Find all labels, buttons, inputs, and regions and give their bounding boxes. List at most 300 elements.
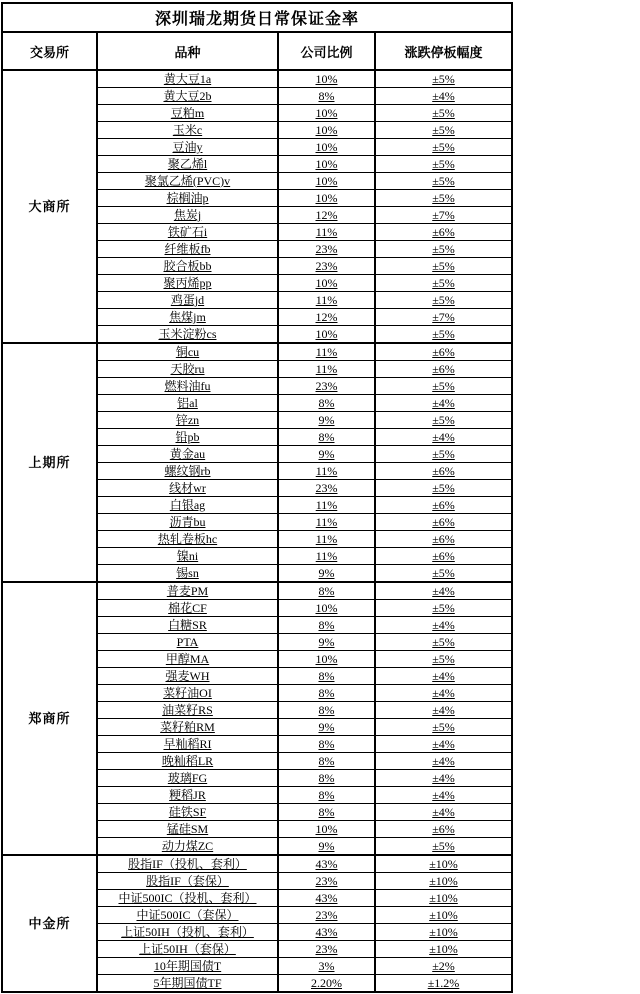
company-ratio-value: 23% [315,942,338,956]
company-ratio-cell [278,941,375,958]
product-cell [97,412,278,429]
company-ratio-value: 8% [318,669,335,683]
price-limit-value: ±1.2% [427,976,460,990]
exchange-label: 郑商所 [28,710,71,726]
exchange-label: 中金所 [28,915,71,931]
product-label: 聚氯乙烯(PVC)v [144,174,231,188]
title-row [2,3,512,32]
product-label: 胶合板bb [163,259,212,273]
price-limit-cell [375,668,512,685]
price-limit-cell [375,378,512,395]
company-ratio-value: 11% [315,498,338,512]
company-ratio-cell [278,753,375,770]
company-ratio-value: 10% [315,276,338,290]
product-label: 上证50IH（套保） [139,942,236,956]
company-ratio-cell [278,395,375,412]
price-limit-value: ±4% [432,430,455,444]
company-ratio-value: 11% [315,293,338,307]
exchange-cell [2,343,97,582]
price-limit-value: ±4% [432,737,455,751]
product-cell [97,122,278,139]
price-limit-cell [375,634,512,651]
price-limit-value: ±5% [432,601,455,615]
price-limit-value: ±4% [432,396,455,410]
price-limit-value: ±2% [432,959,455,973]
company-ratio-value: 43% [315,857,338,871]
company-ratio-value: 8% [318,686,335,700]
company-ratio-value: 43% [315,891,338,905]
company-ratio-value: 8% [318,430,335,444]
product-label: 豆油y [172,140,203,154]
price-limit-value: ±6% [432,225,455,239]
company-ratio-value: 12% [315,208,338,222]
company-ratio-cell [278,480,375,497]
company-ratio-cell [278,804,375,821]
product-cell [97,139,278,156]
company-ratio-value: 2.20% [311,976,342,990]
product-label: 动力煤ZC [161,839,214,853]
price-limit-cell [375,190,512,207]
company-ratio-cell [278,224,375,241]
company-ratio-cell [278,651,375,668]
company-ratio-value: 9% [318,720,335,734]
product-label: 热轧卷板hc [157,532,218,546]
product-label: 锡sn [176,566,199,580]
price-limit-value: ±5% [432,652,455,666]
price-limit-cell [375,326,512,344]
product-cell [97,941,278,958]
company-ratio-cell [278,378,375,395]
price-limit-value: ±5% [432,72,455,86]
price-limit-value: ±10% [429,891,458,905]
product-label: 棕榈油p [166,191,209,205]
price-limit-cell [375,446,512,463]
exchange-label: 上期所 [28,454,71,470]
price-limit-value: ±5% [432,327,455,341]
price-limit-cell [375,343,512,361]
company-ratio-cell [278,600,375,617]
product-label: PTA [176,635,199,649]
price-limit-cell [375,958,512,975]
company-ratio-cell [278,361,375,378]
product-cell [97,429,278,446]
product-cell [97,804,278,821]
product-label: 天胶ru [170,362,205,376]
price-limit-cell [375,941,512,958]
price-limit-value: ±10% [429,908,458,922]
company-ratio-cell [278,309,375,326]
product-cell [97,873,278,890]
product-cell [97,190,278,207]
company-ratio-cell [278,668,375,685]
price-limit-value: ±10% [429,857,458,871]
price-limit-cell [375,651,512,668]
product-label: 螺纹钢rb [164,464,211,478]
product-label: 线材wr [169,481,206,495]
company-ratio-cell [278,924,375,941]
price-limit-cell [375,924,512,941]
price-limit-value: ±5% [432,140,455,154]
price-limit-cell [375,224,512,241]
product-cell [97,668,278,685]
company-ratio-value: 8% [318,737,335,751]
price-limit-cell [375,787,512,804]
price-limit-value: ±4% [432,618,455,632]
price-limit-value: ±4% [432,686,455,700]
table-title: 深圳瑞龙期货日常保证金率 [2,3,512,32]
exchange-label: 大商所 [28,198,71,214]
price-limit-value: ±5% [432,839,455,853]
company-ratio-cell [278,88,375,105]
price-limit-cell [375,702,512,719]
company-ratio-cell [278,514,375,531]
product-cell [97,531,278,548]
price-limit-cell [375,838,512,856]
company-ratio-value: 8% [318,788,335,802]
company-ratio-value: 12% [315,310,338,324]
price-limit-cell [375,514,512,531]
company-ratio-value: 8% [318,805,335,819]
price-limit-value: ±6% [432,498,455,512]
product-label: 晚籼稻LR [161,754,214,768]
product-cell [97,343,278,361]
product-label: 玉米c [172,123,203,137]
column-header-price-limit: 涨跌停板幅度 [375,32,512,70]
company-ratio-cell [278,190,375,207]
company-ratio-cell [278,463,375,480]
product-cell [97,736,278,753]
product-label: 铁矿石i [167,225,208,239]
company-ratio-cell [278,275,375,292]
price-limit-value: ±10% [429,925,458,939]
company-ratio-cell [278,565,375,583]
price-limit-value: ±6% [432,345,455,359]
price-limit-cell [375,429,512,446]
price-limit-value: ±5% [432,566,455,580]
price-limit-cell [375,122,512,139]
price-limit-cell [375,582,512,600]
price-limit-cell [375,88,512,105]
price-limit-value: ±5% [432,276,455,290]
price-limit-value: ±5% [432,123,455,137]
product-cell [97,156,278,173]
company-ratio-value: 8% [318,584,335,598]
product-label: 股指IF（套保） [146,874,229,888]
company-ratio-cell [278,122,375,139]
product-label: 菜籽粕RM [160,720,215,734]
product-label: 锌zn [175,413,200,427]
price-limit-cell [375,275,512,292]
table-row [2,582,512,600]
price-limit-cell [375,753,512,770]
price-limit-value: ±5% [432,379,455,393]
product-cell [97,702,278,719]
price-limit-value: ±7% [432,310,455,324]
company-ratio-value: 11% [315,362,338,376]
price-limit-cell [375,309,512,326]
price-limit-value: ±4% [432,89,455,103]
company-ratio-cell [278,736,375,753]
price-limit-value: ±4% [432,584,455,598]
company-ratio-value: 9% [318,566,335,580]
product-cell [97,326,278,344]
price-limit-value: ±6% [432,822,455,836]
price-limit-cell [375,241,512,258]
company-ratio-cell [278,548,375,565]
product-label: 白银ag [169,498,206,512]
company-ratio-value: 11% [315,532,338,546]
company-ratio-cell [278,139,375,156]
product-cell [97,651,278,668]
price-limit-cell [375,975,512,993]
company-ratio-cell [278,156,375,173]
product-cell [97,105,278,122]
company-ratio-value: 9% [318,413,335,427]
product-label: 铜cu [175,345,200,359]
product-cell [97,258,278,275]
price-limit-cell [375,890,512,907]
price-limit-cell [375,548,512,565]
price-limit-cell [375,139,512,156]
company-ratio-value: 9% [318,447,335,461]
company-ratio-value: 8% [318,89,335,103]
company-ratio-value: 23% [315,874,338,888]
exchange-cell [2,582,97,855]
company-ratio-cell [278,855,375,873]
product-label: 强麦WH [165,669,210,683]
product-cell [97,241,278,258]
company-ratio-cell [278,890,375,907]
company-ratio-value: 8% [318,703,335,717]
price-limit-value: ±7% [432,208,455,222]
product-label: 聚乙烯l [167,157,208,171]
column-header-company-ratio: 公司比例 [278,32,375,70]
price-limit-cell [375,804,512,821]
company-ratio-cell [278,241,375,258]
product-cell [97,378,278,395]
company-ratio-cell [278,975,375,993]
product-cell [97,719,278,736]
product-cell [97,685,278,702]
product-cell [97,548,278,565]
company-ratio-value: 8% [318,618,335,632]
product-cell [97,770,278,787]
product-cell [97,582,278,600]
price-limit-cell [375,70,512,88]
company-ratio-cell [278,634,375,651]
exchange-cell [2,855,97,992]
price-limit-value: ±6% [432,362,455,376]
company-ratio-value: 8% [318,771,335,785]
company-ratio-value: 10% [315,327,338,341]
company-ratio-cell [278,326,375,344]
product-cell [97,890,278,907]
company-ratio-cell [278,258,375,275]
company-ratio-cell [278,105,375,122]
price-limit-value: ±10% [429,874,458,888]
table-row [2,70,512,88]
price-limit-cell [375,531,512,548]
product-cell [97,224,278,241]
product-label: 铅pb [175,430,200,444]
product-label: 鸡蛋jd [170,293,205,307]
price-limit-value: ±4% [432,703,455,717]
product-label: 普麦PM [166,584,209,598]
product-cell [97,565,278,583]
price-limit-value: ±5% [432,635,455,649]
company-ratio-value: 11% [315,345,338,359]
price-limit-cell [375,412,512,429]
company-ratio-cell [278,207,375,224]
price-limit-cell [375,821,512,838]
price-limit-value: ±4% [432,669,455,683]
company-ratio-cell [278,173,375,190]
product-label: 黄大豆1a [163,72,212,86]
company-ratio-value: 11% [315,549,338,563]
product-label: 5年期国债TF [153,976,222,990]
price-limit-value: ±4% [432,805,455,819]
company-ratio-cell [278,838,375,856]
price-limit-value: ±5% [432,413,455,427]
price-limit-value: ±6% [432,532,455,546]
company-ratio-value: 10% [315,601,338,615]
price-limit-cell [375,207,512,224]
company-ratio-cell [278,412,375,429]
product-label: 油菜籽RS [162,703,213,717]
product-label: 沥青bu [169,515,206,529]
price-limit-cell [375,770,512,787]
table-body [2,70,512,992]
product-cell [97,617,278,634]
product-cell [97,309,278,326]
company-ratio-cell [278,582,375,600]
product-cell [97,463,278,480]
product-label: 锰硅SM [166,822,209,836]
company-ratio-value: 10% [315,191,338,205]
product-cell [97,446,278,463]
company-ratio-cell [278,958,375,975]
product-label: 中证500IC（套保） [136,908,239,922]
company-ratio-value: 23% [315,481,338,495]
company-ratio-cell [278,497,375,514]
product-label: 镍ni [176,549,199,563]
product-cell [97,514,278,531]
company-ratio-value: 10% [315,652,338,666]
column-header-product: 品种 [97,32,278,70]
company-ratio-value: 9% [318,635,335,649]
company-ratio-value: 10% [315,822,338,836]
price-limit-value: ±4% [432,754,455,768]
price-limit-value: ±5% [432,157,455,171]
product-label: 豆粕m [170,106,205,120]
product-label: 上证50IH（投机、套利） [121,925,254,939]
price-limit-value: ±5% [432,293,455,307]
company-ratio-value: 23% [315,908,338,922]
company-ratio-value: 10% [315,123,338,137]
company-ratio-cell [278,343,375,361]
price-limit-value: ±5% [432,242,455,256]
price-limit-cell [375,719,512,736]
company-ratio-cell [278,70,375,88]
price-limit-cell [375,907,512,924]
company-ratio-cell [278,873,375,890]
product-label: 玉米淀粉cs [158,327,217,341]
price-limit-cell [375,173,512,190]
company-ratio-value: 10% [315,72,338,86]
product-cell [97,855,278,873]
product-cell [97,173,278,190]
product-cell [97,924,278,941]
exchange-cell [2,70,97,343]
company-ratio-value: 10% [315,157,338,171]
price-limit-cell [375,565,512,583]
table-row [2,343,512,361]
price-limit-cell [375,600,512,617]
product-label: 粳稻JR [169,788,206,802]
price-limit-cell [375,855,512,873]
price-limit-cell [375,617,512,634]
product-cell [97,975,278,993]
column-header-exchange: 交易所 [2,32,97,70]
product-label: 聚丙烯pp [163,276,212,290]
price-limit-value: ±5% [432,106,455,120]
company-ratio-value: 10% [315,174,338,188]
price-limit-value: ±4% [432,788,455,802]
price-limit-value: ±6% [432,515,455,529]
product-label: 纤维板fb [164,242,211,256]
product-label: 甲醇MA [165,652,210,666]
product-label: 铝al [177,396,198,410]
product-label: 10年期国债T [153,959,222,973]
product-cell [97,207,278,224]
product-cell [97,361,278,378]
company-ratio-cell [278,429,375,446]
company-ratio-cell [278,292,375,309]
product-label: 早籼稻RI [163,737,212,751]
price-limit-cell [375,105,512,122]
company-ratio-cell [278,787,375,804]
price-limit-cell [375,463,512,480]
company-ratio-value: 3% [318,959,335,973]
product-label: 焦炭j [173,208,202,222]
price-limit-value: ±4% [432,771,455,785]
company-ratio-value: 23% [315,379,338,393]
product-cell [97,958,278,975]
price-limit-value: ±5% [432,191,455,205]
price-limit-cell [375,480,512,497]
company-ratio-cell [278,719,375,736]
product-cell [97,497,278,514]
company-ratio-value: 10% [315,140,338,154]
price-limit-value: ±5% [432,447,455,461]
company-ratio-cell [278,821,375,838]
price-limit-cell [375,736,512,753]
company-ratio-value: 11% [315,464,338,478]
price-limit-cell [375,156,512,173]
company-ratio-cell [278,531,375,548]
product-cell [97,753,278,770]
company-ratio-value: 23% [315,242,338,256]
company-ratio-value: 8% [318,396,335,410]
product-cell [97,275,278,292]
product-label: 黄金au [169,447,206,461]
company-ratio-value: 11% [315,225,338,239]
product-label: 玻璃FG [167,771,208,785]
company-ratio-value: 9% [318,839,335,853]
price-limit-value: ±10% [429,942,458,956]
product-cell [97,600,278,617]
price-limit-value: ±5% [432,174,455,188]
